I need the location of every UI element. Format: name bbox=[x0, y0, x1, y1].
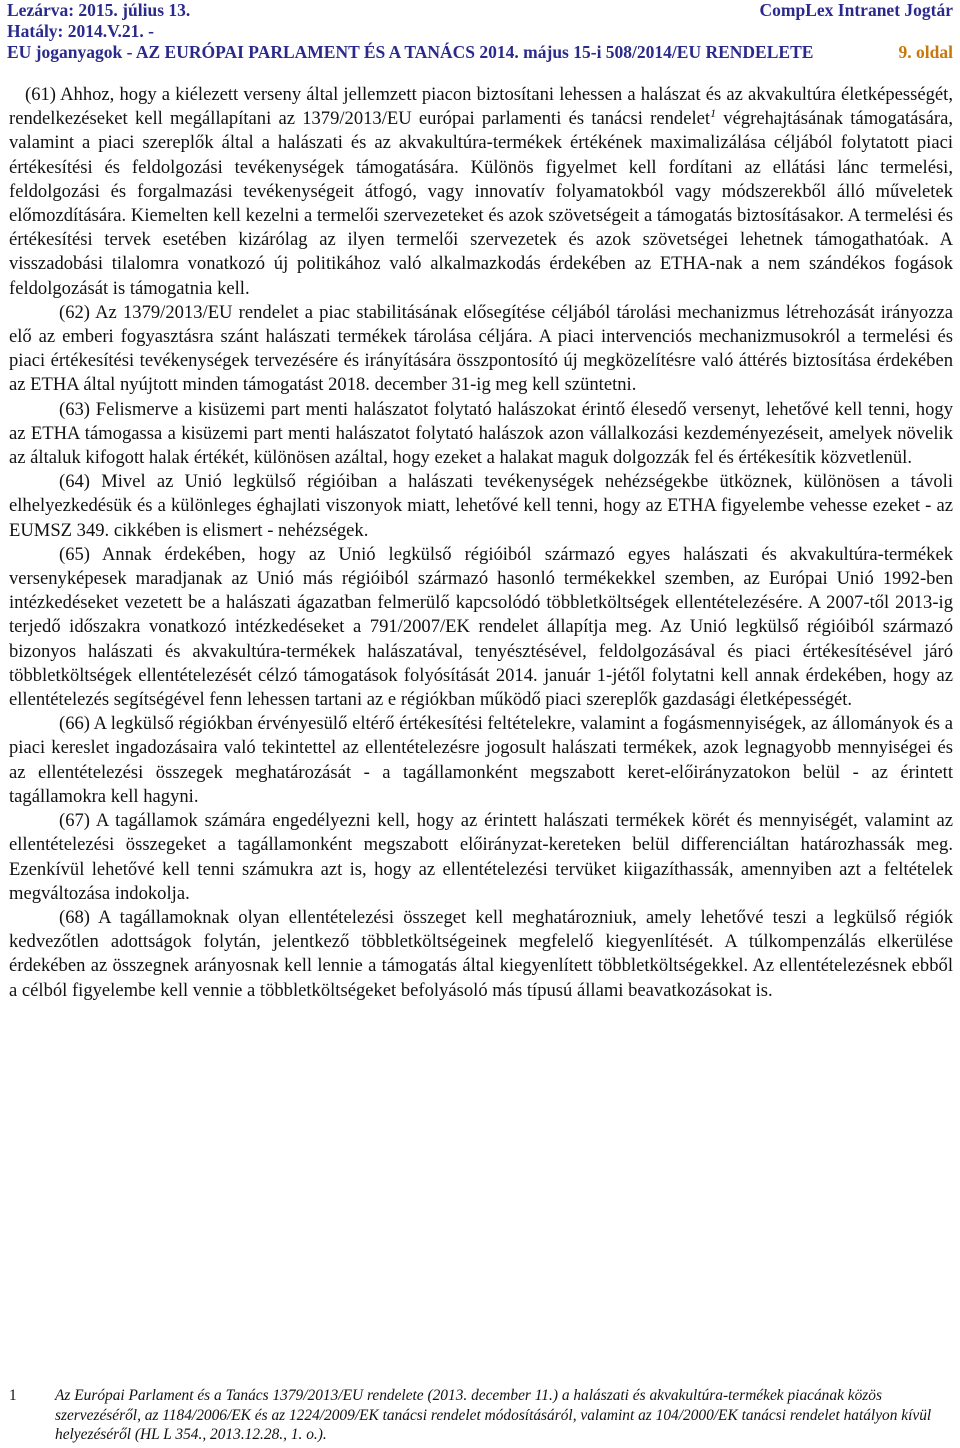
paragraph-65: (65) Annak érdekében, hogy az Unió legkülső régióiból származó egyes halászati és akvakultúra-termékek versenyképesek maradjanak az Unió más régióiból származó hasonló termékekkel szemben, az Európai Unió 1992-ben intézkedéseket vezetett be a halászati ágazatban felmerülő kapcsolódó többletköltségek ellentételezésére. A 2007-től 2013-ig terjedő időszakra vonatkozó intézkedéseket a 791/2007/EK rendelet állapítja meg. Az Unió legkülső régióiból származó bizonyos halászati és akvakultúra-termékek halászatával, tenyésztésével, feldolgozásával és piaci értékesítésével járó többletköltségek ellentételezését célzó támogatások folyósítását 2014. január 1-jétől folytatni kell annak érdekében, hogy az ellentételezés segítségével fenn lehessen tartani az e régiókban működő piaci szereplők gazdasági életképességét. bbox=[9, 543, 953, 711]
paragraph-62: (62) Az 1379/2013/EU rendelet a piac stabilitásának elősegítése céljából tárolási mechanizmus létrehozását irányozza elő az emberi fogyasztásra szánt halászati termékek tárolása céljára. A piaci intervenciós mechanizmusokról a termelési és piaci értékesítési tevékenységek tervezésére és irányítására összpontosító új megközelítésre való áttérés biztosítása érdekében az ETHA által nyújtott minden támogatást 2018. december 31-ig meg kell szüntetni. bbox=[9, 301, 953, 396]
paragraph-64: (64) Mivel az Unió legkülső régióiban a halászati tevékenységek nehézségekbe ütköznek, különösen a távoli elhelyezkedésük és a különleges éghajlati viszonyok miatt, lehetővé kell tenni, hogy az ETHA figyelembe vehesse ezeket - az EUMSZ 349. cikkében is elismert - nehézségek. bbox=[9, 471, 953, 541]
page-number: 9. oldal bbox=[898, 42, 953, 62]
paragraph-61 bbox=[9, 83, 953, 301]
footnote bbox=[9, 1386, 953, 1445]
paragraph-66: (66) A legkülső régiókban érvényesülő eltérő értékesítési feltételekre, valamint a fogásmennyiségek, az állományok és a piaci kereslet ingadozásaira való tekintettel az ellentételezésre jogosult halászati termékek, azok legnagyobb mennyiségei és az ellentételezési összegek meghatározását - a tagállamonként megszabott keret-előirányzatokon belül - az érintett tagállamokra kell hagyni. bbox=[9, 713, 953, 807]
paragraph-68: (68) A tagállamoknak olyan ellentételezési összeget kell meghatározniuk, amely lehetővé teszi a legkülső régiók kedvezőtlen adottságok folytán, jelentkező többletköltségeinek megfelelő kiegyenlítését. A túlkompenzálás elkerülése érdekében az összegnek arányosnak kell lennie a támogatás által kiegyenlített többletköltségekkel. Az ellentételezésnek ebből a célból figyelembe kell vennie a többletköltségeket befolyásoló más típusú állami beavatkozásokat is. bbox=[9, 906, 953, 1001]
footnote-number: 1 bbox=[9, 1387, 17, 1404]
paragraph-67: (67) A tagállamok számára engedélyezni kell, hogy az érintett halászati termékek körét és mennyiségét, valamint az ellentételezési összegeket a tagállamonként megszabott előirányzat-kereteken belül differenciáltan határozhassák meg. Ezenkívül lehetővé kell tenni számukra azt is, hogy az ellentételezési tervüket kiigazíthassák, amennyiben azt a feltételek megváltozása indokolja. bbox=[9, 810, 953, 904]
paragraph-63: (63) Felismerve a kisüzemi part menti halászatot folytató halászokat érintő élesedő versenyt, lehetővé kell tenni, hogy az ETHA támogassa a kisüzemi part menti halászatot folytató halászok azon vállalkozási kezdeményezéseit, amelyek növelik az általuk kifogott halak értékét, különösen azáltal, hogy ezeket a halakat maguk dolgozzák fel és értékesítik közvetlenül. bbox=[9, 398, 953, 469]
paragraph-61-text-cont: végrehajtásának támogatására, valamint a piaci szereplők által a halászati és az akvakultúra-termékek értékének maximalizálása céljából folytatott piaci értékesítési és feldolgozási tevékenységek támogatására. Különös figyelmet kell fordítani az ellátási lánc termelési, feldolgozási és forgalmazási tevékenységeit átfogó, vagy innovatív folyamatokból vagy módszerekből álló műveletek előmozdítására. Kiemelten kell kezelni a termelői szervezeteket és azok szövetségeit a támogatás biztosításakor. A termelési és értékesítési tervek esetében kizárólag az ilyen termelői szervezetek és azok szövetségei lehetnek támogathatóak. A visszadobási tilalomra vonatkozó új politikához való alkalmazkodás érdekében az ETHA-nak a nem szándékos fogások feldolgozását is támogatnia kell. bbox=[9, 108, 953, 299]
effective-date: Hatály: 2014.V.21. - bbox=[7, 21, 154, 41]
brand-name: CompLex Intranet Jogtár bbox=[759, 0, 953, 20]
page-header bbox=[7, 0, 953, 63]
footnote-ref[interactable]: 1 bbox=[710, 106, 717, 121]
closing-date: Lezárva: 2015. július 13. bbox=[7, 0, 191, 20]
document-body bbox=[9, 83, 953, 1003]
footnote-text: Az Európai Parlament és a Tanács 1379/2013/EU rendelete (2013. december 11.) a halászati és akvakultúra-termékek piacának közös szervezéséről, az 1184/2006/EK és az 1224/2009/EK tanácsi rendelet módosításáról, valamint az 104/2000/EK tanácsi rendelet hatályon kívül helyezéséről (HL L 354., 2013.12.28., 1. o.). bbox=[55, 1387, 932, 1443]
paragraph-61-text: (61) Ahhoz, hogy a kiélezett verseny által jellemzett piacon biztosítani lehessen a halászat és az akvakultúra életképességét, rendelkezéseket kell megállapítani az 1379/2013/EU európai parlamenti és tanácsi rendelet bbox=[9, 84, 953, 130]
document-title: EU joganyagok - AZ EURÓPAI PARLAMENT ÉS A TANÁCS 2014. május 15-i 508/2014/EU RENDELETE bbox=[7, 42, 814, 62]
